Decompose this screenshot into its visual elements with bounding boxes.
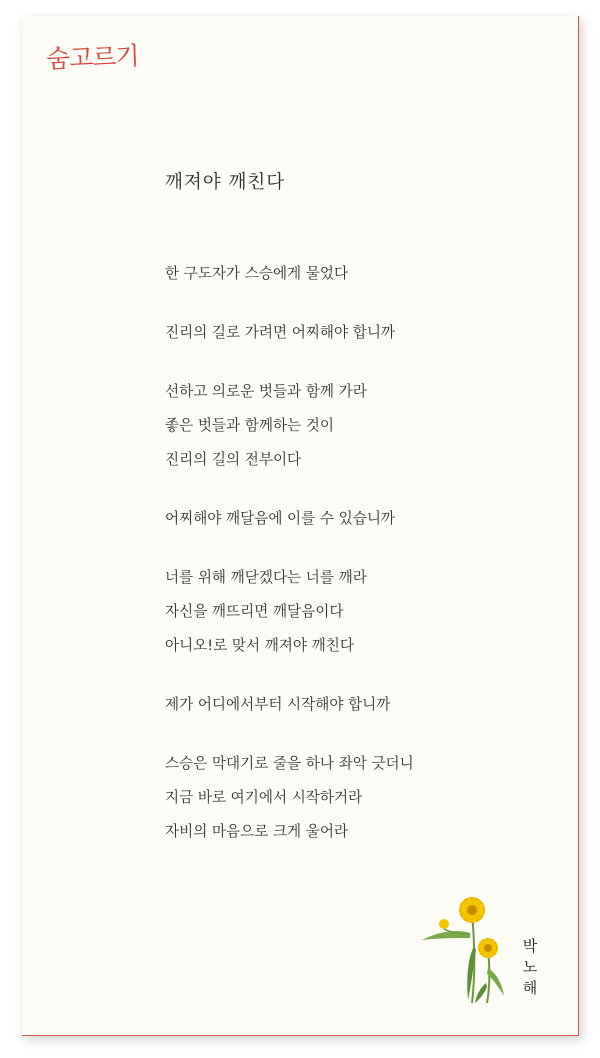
poem-title: 깨져야 깨친다 [165,172,286,193]
poem-line: 지금 바로 여기에서 시작하거라 [165,789,363,806]
poem-line: 아니오!로 맞서 깨져야 깨친다 [165,637,354,654]
poem-line: 자신을 깨뜨리면 깨달음이다 [165,603,344,620]
author-signature [519,936,541,999]
flower-illustration-icon [420,888,510,1003]
poem-card [22,16,579,1036]
poem-body [165,264,565,856]
poem-line: 진리의 길의 전부이다 [165,451,302,468]
author-char: 해 [522,979,538,997]
author-char: 박 [522,937,538,955]
poem-line: 자비의 마음으로 크게 울어라 [165,823,349,840]
poem-line: 어찌해야 깨달음에 이를 수 있습니까 [165,510,396,527]
poem-line: 너를 위해 깨닫겠다는 너를 깨라 [165,569,367,586]
poem-line: 스승은 막대기로 줄을 하나 좌악 긋더니 [165,755,414,772]
poem-line: 좋은 벗들과 함께하는 것이 [165,417,334,434]
poem-line: 선하고 의로운 벗들과 함께 가라 [165,383,367,400]
poem-line: 한 구도자가 스승에게 물었다 [165,265,349,282]
brand-logo: 숨고르기 [45,41,140,74]
author-char: 노 [522,958,538,976]
poem-line: 진리의 길로 가려면 어찌해야 합니까 [165,324,396,341]
poem-line: 제가 어디에서부터 시작해야 합니까 [165,696,391,713]
